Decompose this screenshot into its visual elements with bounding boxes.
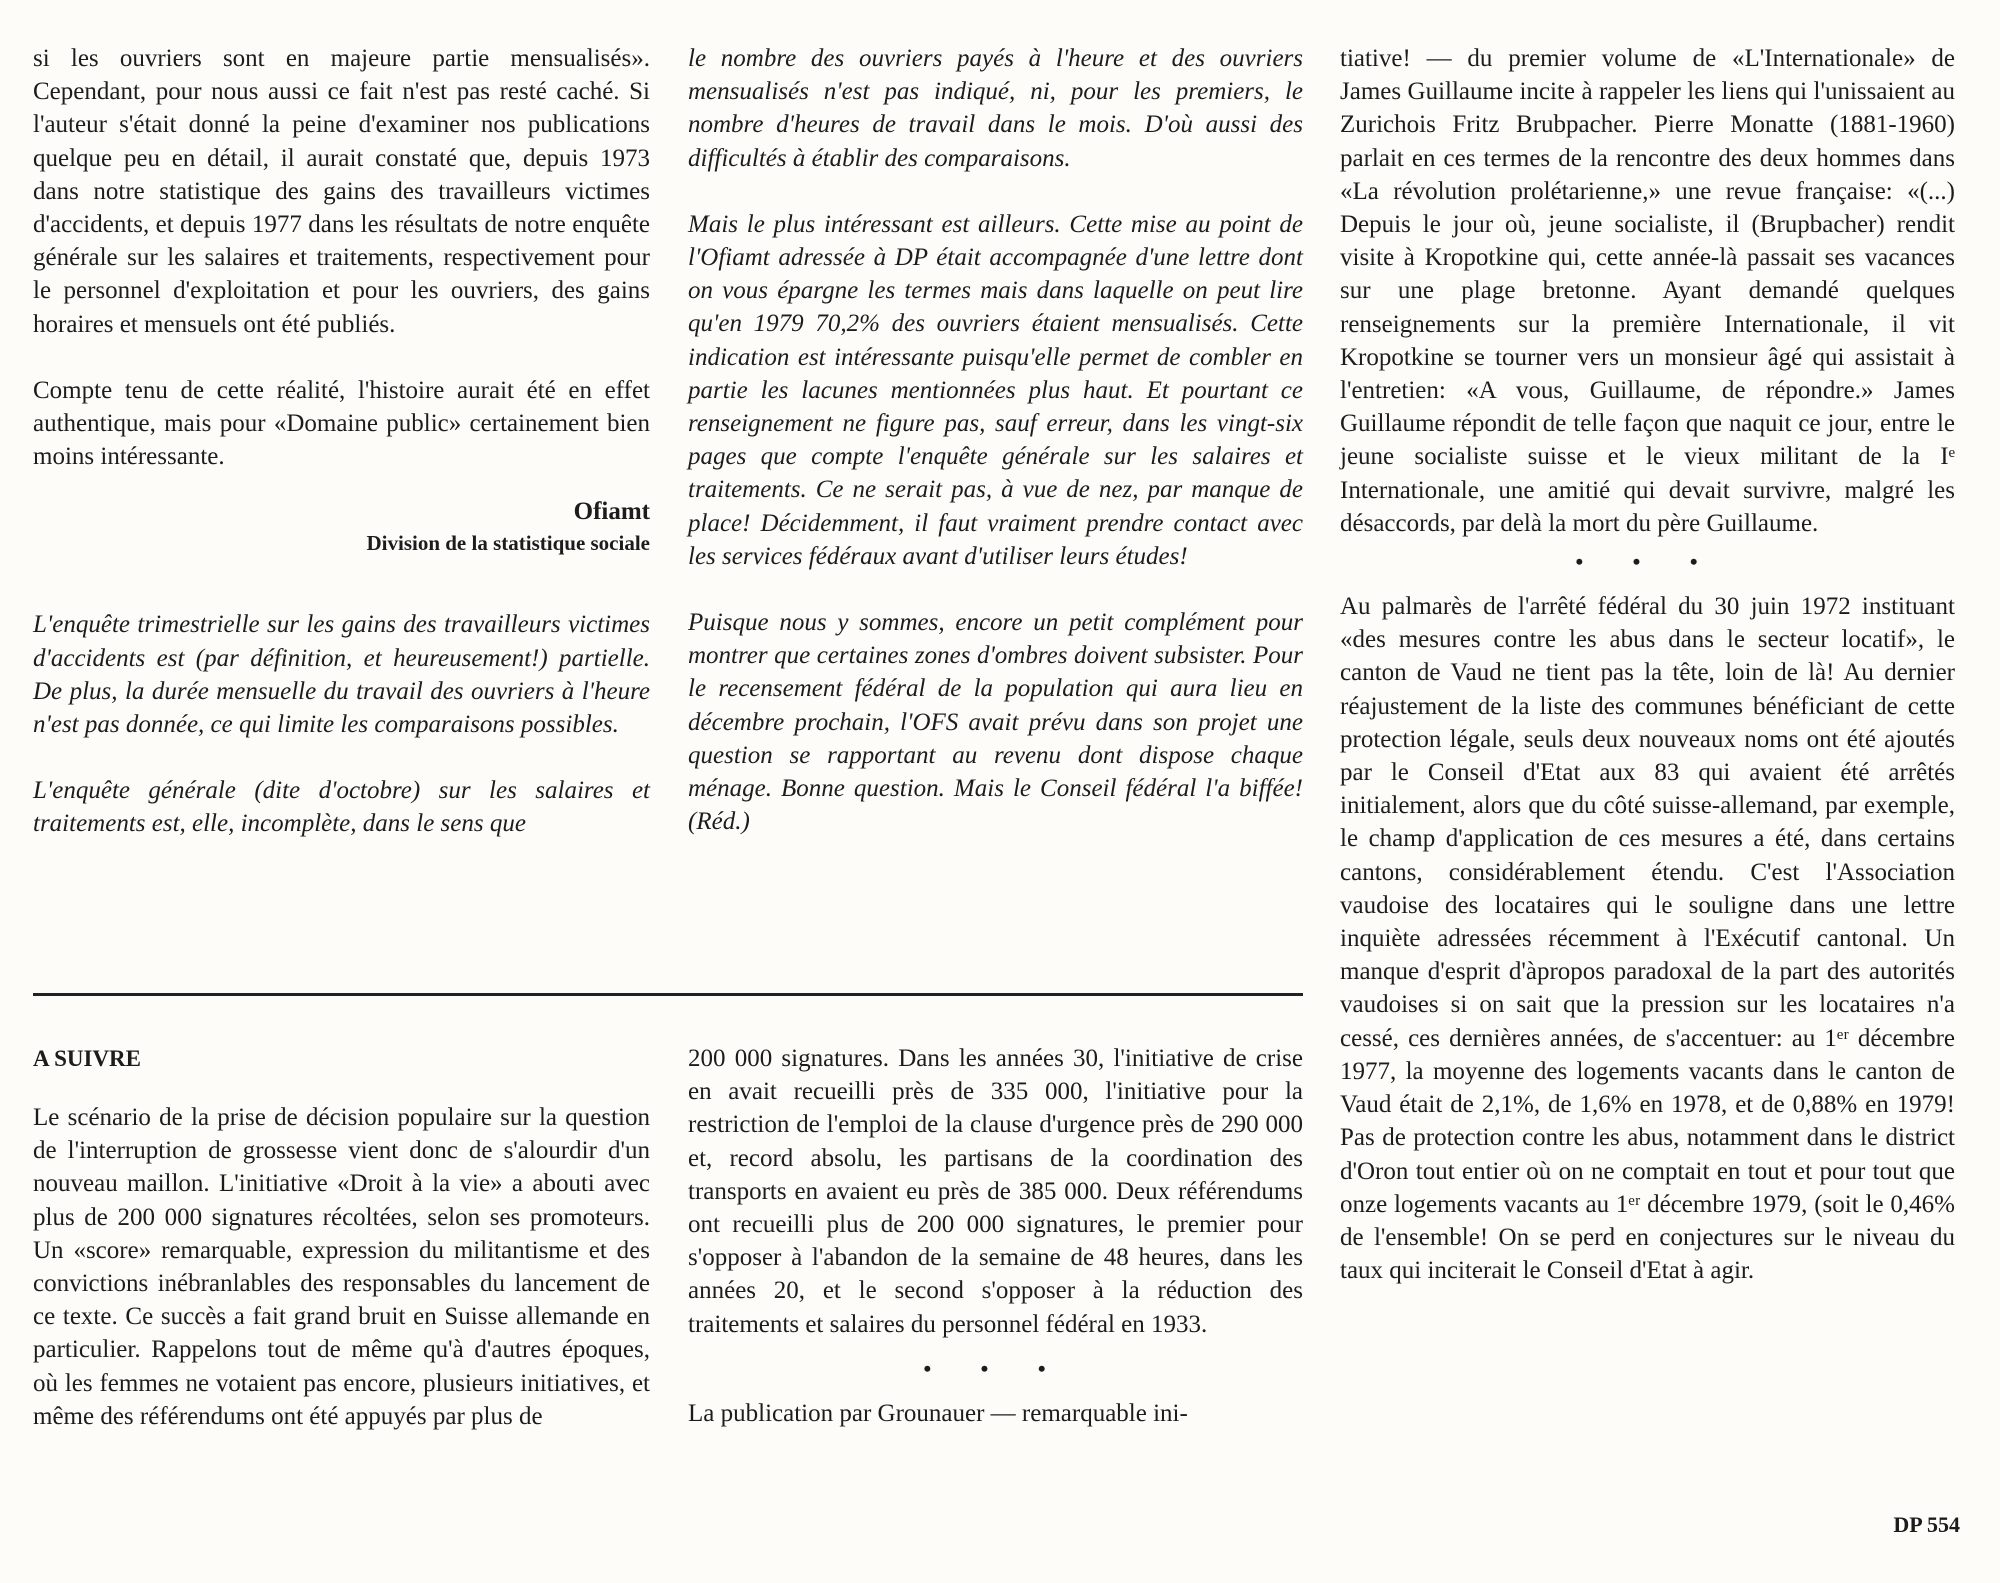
signature-name: Ofiamt bbox=[573, 498, 650, 526]
section-divider bbox=[33, 993, 1303, 996]
page-footer-issue-number: DP 554 bbox=[1893, 1512, 1960, 1537]
paragraph: Le scénario de la prise de décision populaire sur la question de l'interruption de grossesse vient donc de s'alourdir d'un nouveau maillon. L'initiative «Droit à la vie» a abouti avec plus de 200 000 signatures récoltées, selon ses promoteurs. Un «score» remarquable, expression du militantisme et des convictions inébranlables des responsables du lancement de ce texte. Ce succès a fait grand bruit en Suisse allemande en particulier. Rappelons tout de même qu'à d'autres époques, où les femmes ne votaient pas encore, plusieurs initiatives, et même des référendums ont été appuyés par plus de bbox=[33, 1104, 650, 1430]
editor-note: L'enquête générale (dite d'octobre) sur les salaires et traitements est, elle, incomplète, dans le sens que bbox=[33, 777, 650, 838]
section-heading: A SUIVRE bbox=[33, 1046, 142, 1071]
paragraph: Au palmarès de l'arrêté fédéral du 30 juin 1972 instituant «des mesures contre les abus dans le secteur locatif», le canton de Vaud ne tient pas la tête, loin de là! Au dernier réajustement de la liste des communes bénéficiant de cette protection légale, seuls deux nouveaux noms ont été ajoutés par le Conseil d'Etat aux 83 qui avaient été arrêtés initialement, alors que du côté suisse-allemand, par exemple, le champ d'application de ces mesures a été, dans certains cantons, considérablement étendu. C'est l'Association vaudoise des locataires qui le souligne dans une lettre inquiète adressées récemment à l'Exécutif cantonal. Un manque d'esprit d'àpropos paradoxal de la part des autorités vaudoises si on sait que la pression sur les locataires n'a cessé, ces dernières années, de s'accentuer: au 1ᵉʳ décembre 1977, la moyenne des logements vacants dans le canton de Vaud était de 2,1%, de 1,6% en 1978, et de 0,88% en 1979! Pas de protection contre les abus, notamment dans le district d'Oron tout entier où on ne comptait en tout et pour tout que onze logements vacants au 1ᵉʳ décembre 1979, (soit le 0,46% de l'ensemble! On se perd en conjectures sur le niveau du taux qui inciterait le Conseil d'Etat à agir. bbox=[1340, 593, 1955, 1285]
section-separator-stars: • • • bbox=[923, 1355, 1068, 1381]
paragraph: 200 000 signatures. Dans les années 30, l'initiative de crise en avait recueilli près de 335 000, l'initiative pour la restriction de l'emploi de la clause d'urgence près de 290 000 et, record absolu, les partisans de la coordination des transports en avaient eu près de 385 000. Deux référendums ont recueilli plus de 200 000 signatures, le premier pour s'opposer à l'abandon de la semaine de 48 heures, dans les années 20, et le second s'opposer à la réduction des traitements et salaires du personnel fédéral en 1933. bbox=[688, 1045, 1303, 1338]
paragraph: si les ouvriers sont en majeure partie mensualisés». Cependant, pour nous aussi ce fait n'est pas resté caché. Si l'auteur s'était donné la peine d'examiner nos publications quelque peu en détail, il aurait constaté que, depuis 1973 dans notre statistique des gains des travailleurs victimes d'accidents, et depuis 1977 dans les résultats de notre enquête générale sur les salaires et traitements, respectivement pour le personnel d'exploitation et pour les ouvriers, des gains horaires et mensuels ont été publiés. bbox=[33, 45, 650, 338]
section-separator-stars: • • • bbox=[1575, 549, 1720, 575]
top-column-1 bbox=[33, 42, 650, 841]
right-column bbox=[1340, 42, 1955, 1287]
paragraph: tiative! — du premier volume de «L'Internationale» de James Guillaume incite à rappeler les liens qui l'unissaient au Zurichois Fritz Brubpacher. Pierre Monatte (1881-1960) parlait en ces termes de la rencontre des deux hommes dans «La révolution prolétarienne,» une revue française: «(...) Depuis le jour où, jeune socialiste, il (Brupbacher) rendit visite à Kropotkine qui, cette année-là passait ses vacances sur une plage bretonne. Ayant demandé quelques renseignements sur la première Internationale, il vit Kropotkine se tourner vers un monsieur âgé qui assistait à l'entretien: «A vous, Guillaume, de répondre.» James Guillaume répondit de telle façon que naquit ce jour, entre le jeune socialiste suisse et le vieux militant de la Iᵉ Internationale, une amitié qui devait survivre, malgré les désaccords, par delà la mort du père Guillaume. bbox=[1340, 45, 1955, 537]
paragraph: Compte tenu de cette réalité, l'histoire aurait été en effet authentique, mais pour «Domaine public» certainement bien moins intéressante. bbox=[33, 376, 650, 471]
editor-note: le nombre des ouvriers payés à l'heure et des ouvriers mensualisés n'est pas indiqué, ni, pour les premiers, le nombre d'heures de travail dans le mois. D'où aussi des difficultés à établir des comparaisons. bbox=[688, 45, 1303, 172]
bottom-column-2 bbox=[688, 1042, 1303, 1430]
signature-division: Division de la statistique sociale bbox=[366, 531, 650, 556]
editor-note: Mais le plus intéressant est ailleurs. Cette mise au point de l'Ofiamt adressée à DP était accompagnée d'une lettre dont on vous épargne les termes mais dans laquelle on peut lire qu'en 1979 70,2% des ouvriers étaient mensualisés. Cette indication est intéressante puisqu'elle permet de combler en partie les lacunes mentionnées plus haut. Et pourtant ce renseignement ne figure pas, sauf erreur, dans les vingt-six pages que compte l'enquête générale sur les salaires et traitements. Ce ne serait pas, à vue de nez, par manque de place! Décidemment, il faut vraiment prendre contact avec les services fédéraux avant d'utiliser leurs études! bbox=[688, 210, 1303, 570]
editor-note: Puisque nous y sommes, encore un petit complément pour montrer que certaines zones d'ombres doivent subsister. Pour le recensement fédéral de la population qui aura lieu en décembre prochain, l'OFS avait prévu dans son projet une question se rapportant au revenu dont dispose chaque ménage. Bonne question. Mais le Conseil fédéral l'a biffée! (Réd.) bbox=[688, 609, 1303, 836]
paragraph: La publication par Grounauer — remarquable ini- bbox=[688, 1399, 1188, 1427]
bottom-column-1 bbox=[33, 1042, 650, 1433]
top-column-2 bbox=[688, 42, 1303, 838]
editor-note: L'enquête trimestrielle sur les gains des travailleurs victimes d'accidents est (par définition, et heureusement!) partielle. De plus, la durée mensuelle du travail des ouvriers à l'heure n'est pas donnée, ce qui limite les comparaisons possibles. bbox=[33, 611, 650, 739]
